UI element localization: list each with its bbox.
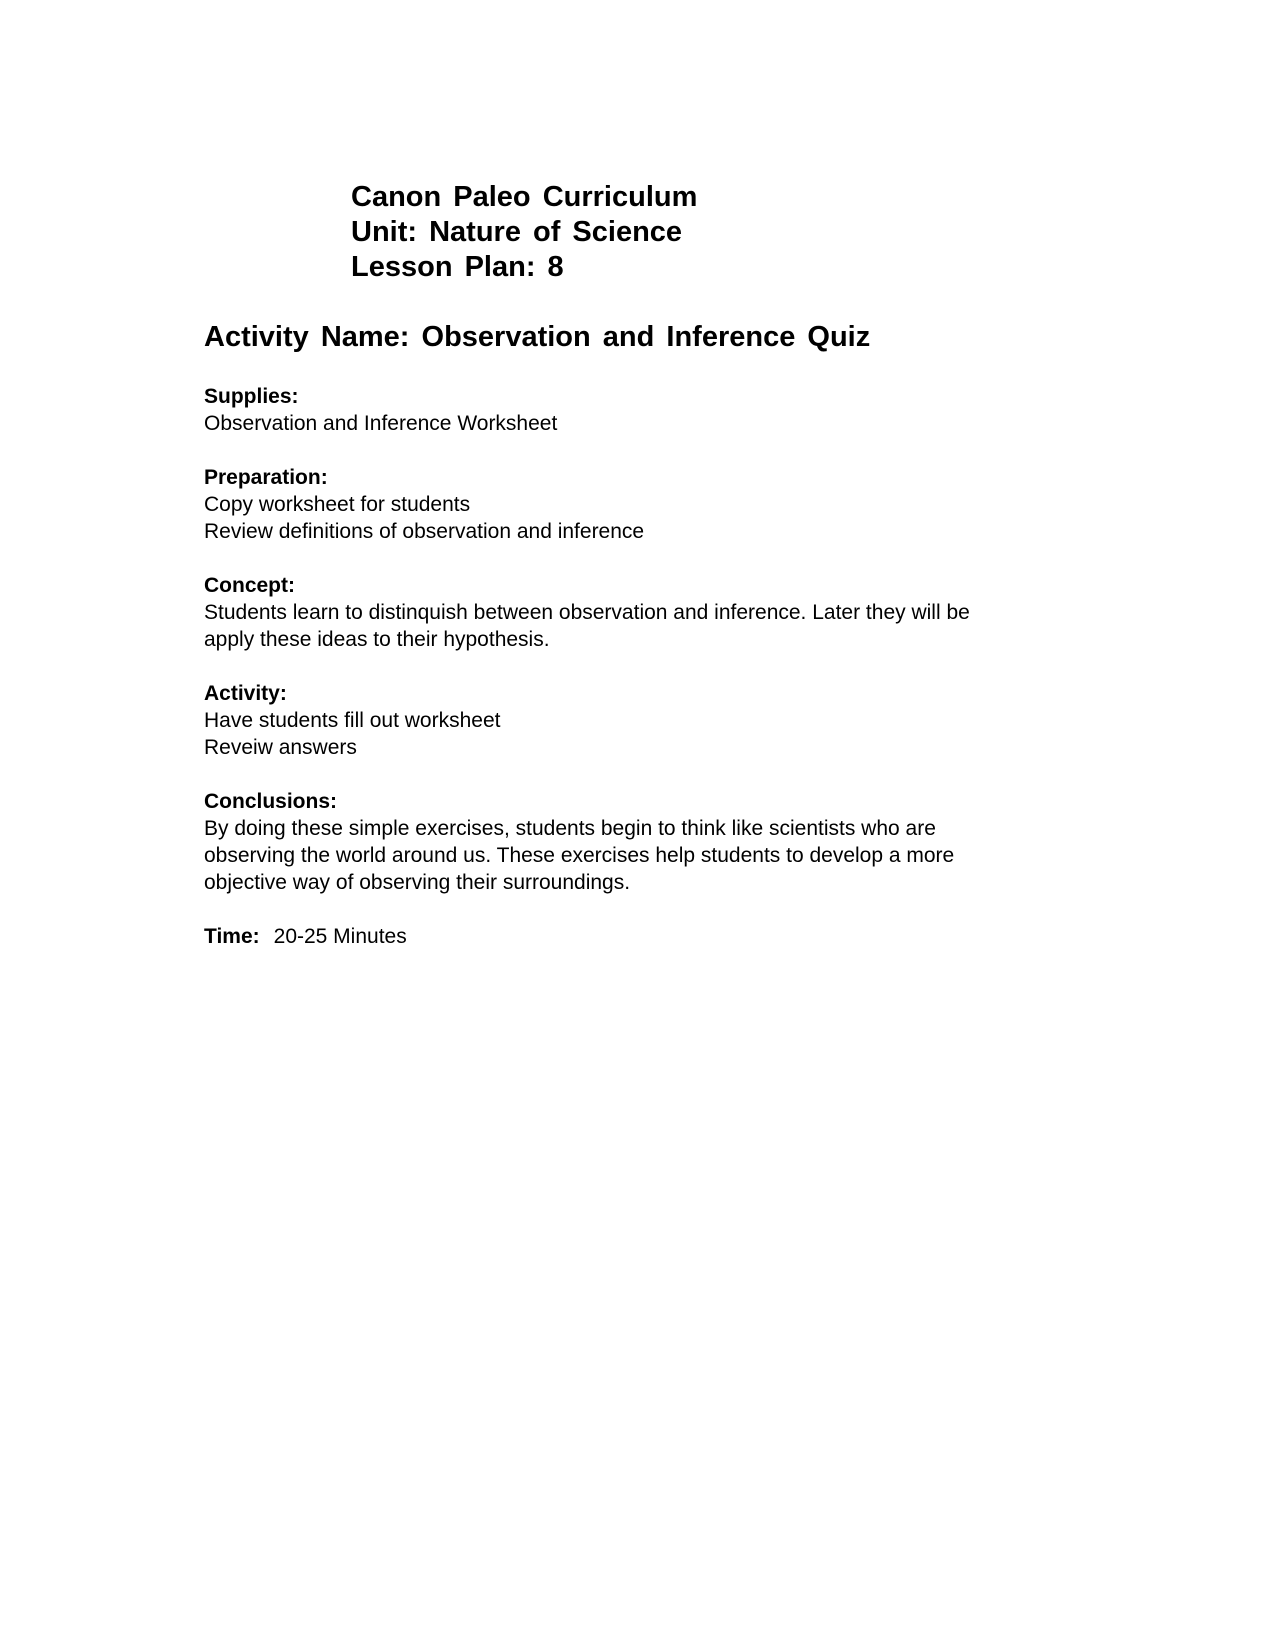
supplies-section [204,383,1064,437]
preparation-line: Review definitions of observation and inference [204,520,645,543]
concept-heading: Concept: [204,574,295,597]
conclusions-line: By doing these simple exercises, students begin to think like scientists who are [204,817,936,840]
lesson-content [204,320,1064,950]
activity-section [204,680,1064,761]
activity-line: Reveiw answers [204,736,357,759]
concept-line: apply these ideas to their hypothesis. [204,628,550,651]
activity-line: Have students fill out worksheet [204,709,501,732]
time-row [204,923,1064,950]
concept-line: Students learn to distinquish between observation and inference. Later they will be [204,601,970,624]
time-value: 20-25 Minutes [273,925,407,948]
document-header [351,180,1051,285]
curriculum-title: Canon Paleo Curriculum [351,181,698,213]
conclusions-section [204,788,1064,896]
conclusions-line: observing the world around us. These exercises help students to develop a more [204,844,955,867]
supplies-heading: Supplies: [204,385,299,408]
preparation-heading: Preparation: [204,466,328,489]
conclusions-heading: Conclusions: [204,790,338,813]
unit-title: Unit: Nature of Science [351,216,683,248]
lesson-plan-title: Lesson Plan: 8 [351,251,564,283]
time-label: Time: [204,925,260,948]
preparation-section [204,464,1064,545]
supplies-line: Observation and Inference Worksheet [204,412,558,435]
activity-name-heading: Activity Name: Observation and Inference Quiz [204,321,871,353]
conclusions-line: objective way of observing their surroundings. [204,871,631,894]
activity-heading: Activity: [204,682,287,705]
preparation-line: Copy worksheet for students [204,493,471,516]
concept-section [204,572,1064,653]
